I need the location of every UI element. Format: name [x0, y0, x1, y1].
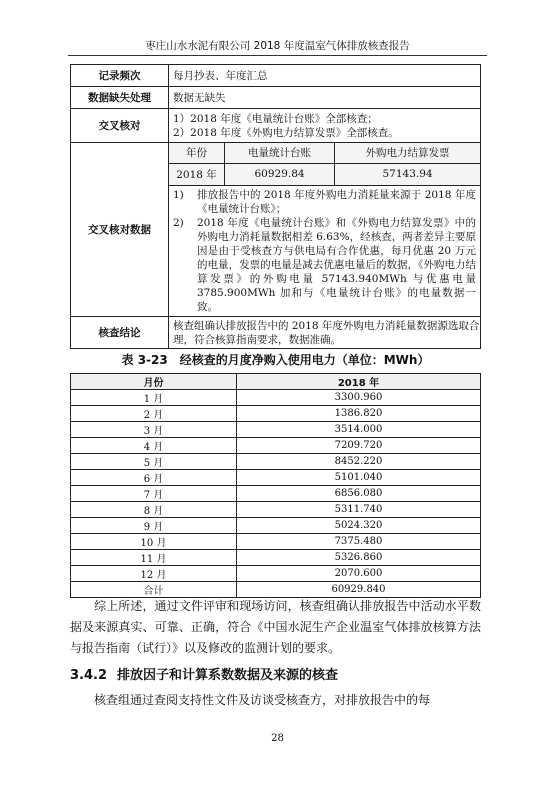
month-cell: 1 月	[71, 390, 237, 406]
value-cell: 3514.000	[237, 422, 481, 438]
table-row	[71, 109, 481, 143]
cross-check-label: 交叉核对	[71, 109, 169, 143]
col-header: 年份	[169, 143, 225, 163]
conclusion-label: 核查结论	[71, 317, 169, 349]
col-header: 外购电力结算发票	[335, 143, 480, 163]
value-cell: 5311.740	[237, 502, 481, 518]
row-value: 每月抄表、年度汇总	[169, 65, 481, 87]
row-value: 数据无缺失	[169, 87, 481, 109]
value-cell: 5326.860	[237, 550, 481, 566]
value-cell: 2070.600	[237, 566, 481, 582]
table-row	[71, 422, 481, 438]
month-cell: 2 月	[71, 406, 237, 422]
month-cell: 5 月	[71, 454, 237, 470]
section-paragraph: 核查组通过查阅支持性文件及访谈受核查方，对排放报告中的每	[94, 693, 431, 707]
table-row	[71, 518, 481, 534]
row-label: 记录频次	[71, 65, 169, 87]
value-cell: 60929.840	[237, 582, 481, 598]
monthly-electricity-table	[70, 373, 481, 598]
table-row	[71, 390, 481, 406]
month-cell: 4 月	[71, 438, 237, 454]
value-cell: 5024.320	[237, 518, 481, 534]
month-cell: 12 月	[71, 566, 237, 582]
invoice-cell: 57143.94	[335, 163, 480, 185]
value-cell: 7375.480	[237, 534, 481, 550]
value-cell: 6856.080	[237, 486, 481, 502]
cross-check-data-label: 交叉核对数据	[71, 143, 169, 317]
header-divider	[68, 55, 487, 56]
table-row	[71, 502, 481, 518]
section-number: 3.4.2	[70, 668, 108, 683]
month-cell: 9 月	[71, 518, 237, 534]
comparison-table	[169, 143, 480, 185]
table-row	[71, 566, 481, 582]
col-header: 电量统计台账	[225, 143, 335, 163]
month-cell: 10 月	[71, 534, 237, 550]
note-item: 1) 排放报告中的 2018 年度外购电力消耗量来源于 2018 年度《电量统计台账》；	[173, 189, 476, 215]
value-cell: 1386.820	[237, 406, 481, 422]
cross-check-item: 1）2018 年度《电量统计台账》全部核查；	[173, 112, 378, 125]
month-cell: 8 月	[71, 502, 237, 518]
col-header-month: 月份	[71, 374, 237, 390]
table-row	[71, 65, 481, 87]
activity-data-table	[70, 64, 481, 349]
table-row	[71, 470, 481, 486]
table-row	[71, 438, 481, 454]
value-cell: 3300.960	[237, 390, 481, 406]
year-cell: 2018 年	[169, 163, 225, 185]
value-cell: 7209.720	[237, 438, 481, 454]
page-number: 28	[271, 733, 284, 744]
table-row	[71, 534, 481, 550]
table-row	[71, 550, 481, 566]
month-cell: 合计	[71, 582, 237, 598]
month-cell: 6 月	[71, 470, 237, 486]
value-cell: 5101.040	[237, 470, 481, 486]
month-cell: 7 月	[71, 486, 237, 502]
section-heading	[70, 664, 338, 683]
table-row	[71, 143, 481, 186]
table-caption: 表 3-23 经核查的月度净购入使用电力（单位：MWh）	[121, 353, 430, 367]
month-cell: 11 月	[71, 550, 237, 566]
table-row	[71, 486, 481, 502]
summary-paragraph: 综上所述，通过文件评审和现场访问，核查组确认排放报告中活动水平数据及来源真实、可靠、正确，符合《中国水泥生产企业温室气体排放核算方法与报告指南（试行）》以及修改的监测计划的要求。	[70, 599, 481, 655]
month-cell: 3 月	[71, 422, 237, 438]
value-cell: 8452.220	[237, 454, 481, 470]
conclusion-text: 核查组确认排放报告中的 2018 年度外购电力消耗量数据源选取合理，符合核算指南要求，数据准确。	[169, 317, 481, 349]
cross-check-item: 2）2018 年度《外购电力结算发票》全部核查。	[173, 126, 399, 139]
table-row	[71, 406, 481, 422]
table-row	[71, 317, 481, 349]
row-label: 数据缺失处理	[71, 87, 169, 109]
table-row	[71, 87, 481, 109]
table-row	[71, 454, 481, 470]
note-item: 2) 2018 年度《电量统计台账》和《外购电力结算发票》中的外购电力消耗量数据相差 6.63%，经核查，两者差异主要原因是由于受核查方与供电局有合作优惠，每月优惠 20 万元的电量，发票的电量是减去优惠电量后的数据，《外购电力结算发票》的外购电量 57143.940MWh 与优惠电量 3785.900MWh 加和与《电量统计台账》的电量数据一致。	[173, 217, 476, 313]
page-header: 枣庄山水水泥有限公司 2018 年度温室气体排放核查报告	[145, 40, 410, 52]
ledger-cell: 60929.84	[225, 163, 335, 185]
section-title: 排放因子和计算系数数据及来源的核查	[117, 668, 339, 683]
col-header-year: 2018 年	[237, 374, 481, 390]
